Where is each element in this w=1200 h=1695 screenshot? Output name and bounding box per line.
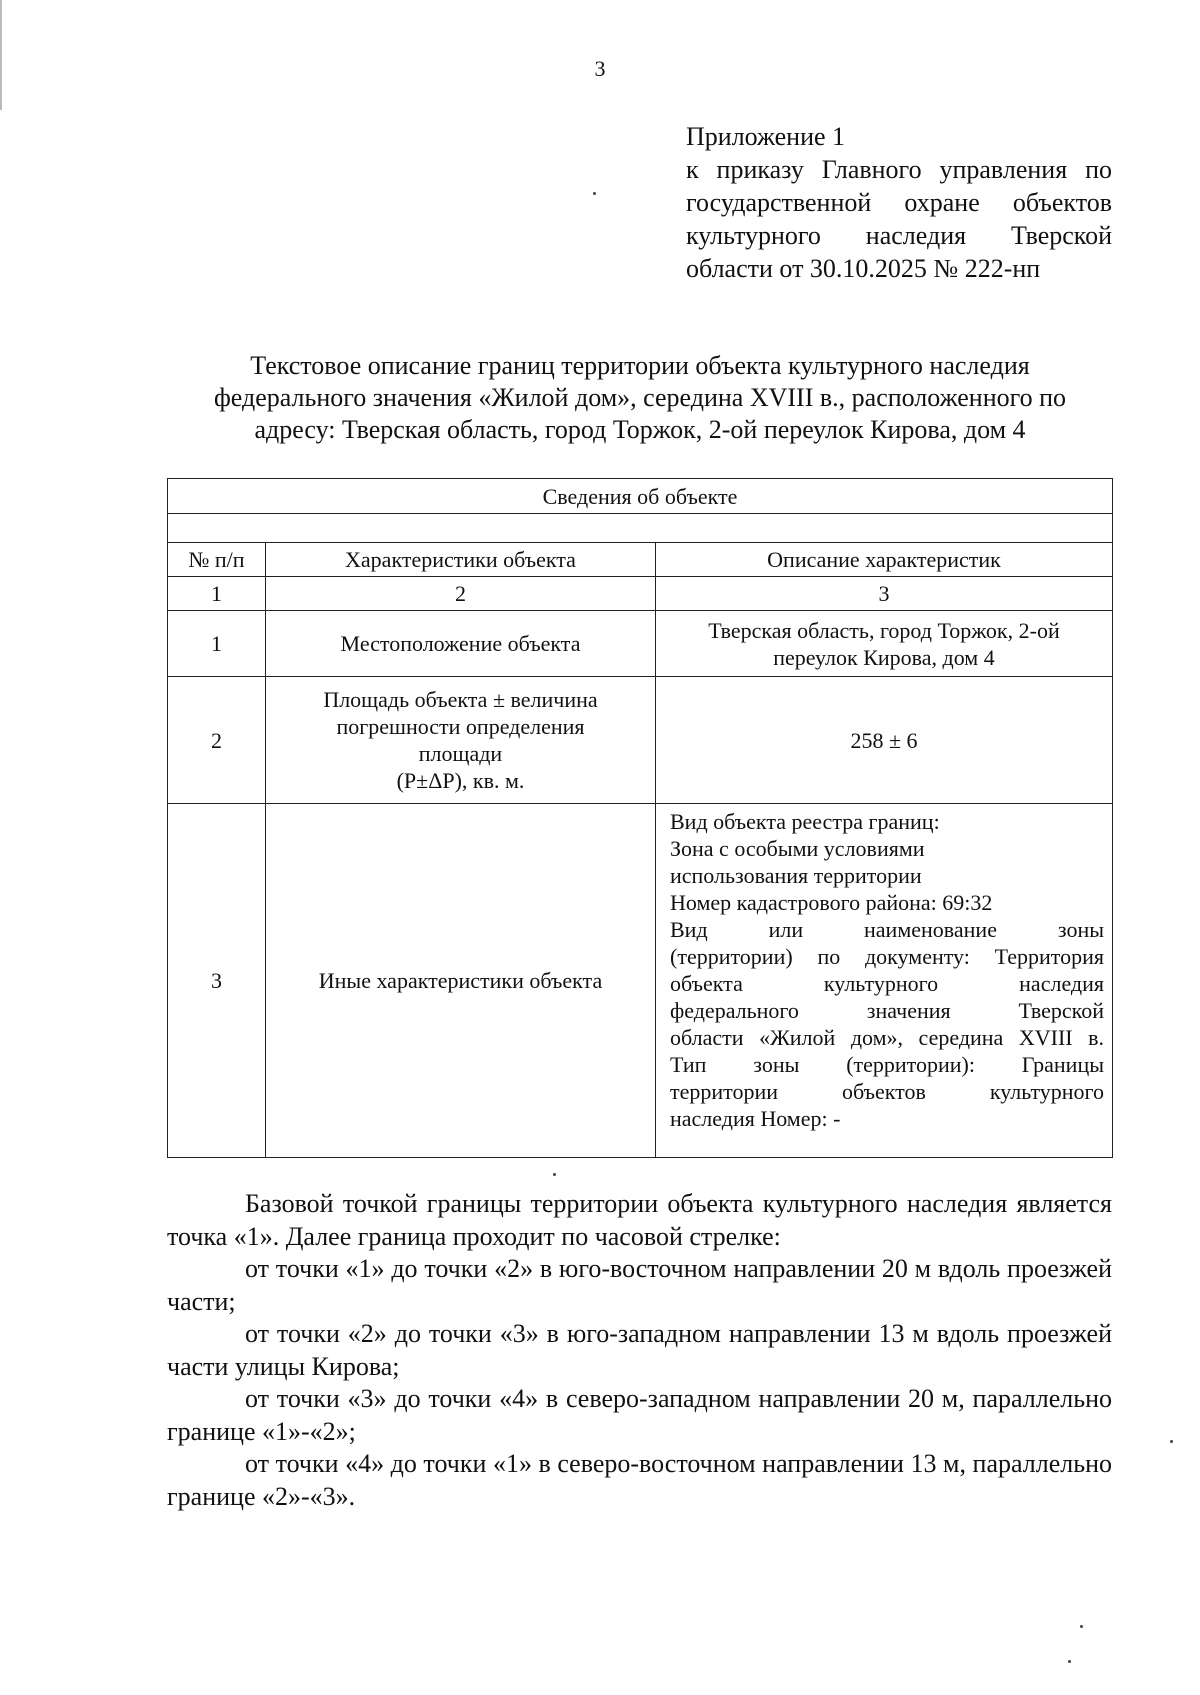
scan-speck bbox=[1068, 1660, 1071, 1663]
scan-speck bbox=[1170, 1440, 1173, 1443]
body-paragraph: от точки «3» до точки «4» в северо-западном направлении 20 м, параллельно границе «1»-«2»; bbox=[167, 1384, 1112, 1446]
description-line: переулок Кирова, дом 4 bbox=[773, 644, 995, 670]
row-number: 2 bbox=[168, 677, 266, 804]
title-line: федерального значения «Жилой дом», середина XVIII в., расположенного по bbox=[213, 383, 1067, 412]
row-number: 3 bbox=[168, 804, 266, 1158]
description-line: Тип зоны (территории): Границы bbox=[670, 1052, 1105, 1077]
header-characteristic: Характеристики объекта bbox=[266, 543, 656, 577]
header-description: Описание характеристик bbox=[656, 543, 1113, 577]
body-paragraph: от точки «2» до точки «3» в юго-западном направлении 13 м вдоль проезжей части улицы Кирова; bbox=[167, 1319, 1112, 1381]
description-line: Вид объекта реестра границ: bbox=[670, 809, 940, 834]
row-number: 1 bbox=[168, 611, 266, 677]
column-number: 3 bbox=[656, 577, 1113, 611]
table-row bbox=[168, 804, 1113, 1158]
table-blank-row bbox=[168, 514, 1113, 543]
row-characteristic: Иные характеристики объекта bbox=[266, 804, 656, 1158]
characteristic-line: Площадь объекта ± величина bbox=[323, 687, 598, 712]
appendix-line: государственной охране объектов bbox=[686, 188, 1112, 217]
characteristic-line: (Р±ΔР), кв. м. bbox=[396, 768, 525, 793]
description-line: Вид или наименование зоны bbox=[670, 917, 1105, 942]
description-line: объекта культурного наследия bbox=[670, 971, 1105, 996]
title-line: адресу: Тверская область, город Торжок, 2-ой переулок Кирова, дом 4 bbox=[254, 415, 1026, 444]
row-description: 258 ± 6 bbox=[656, 677, 1113, 804]
scan-edge-artifact bbox=[0, 0, 2, 110]
row-characteristic: Местоположение объекта bbox=[266, 611, 656, 677]
body-paragraph: от точки «1» до точки «2» в юго-восточном направлении 20 м вдоль проезжей части; bbox=[167, 1254, 1112, 1316]
description-line: наследия Номер: - bbox=[670, 1106, 841, 1131]
table-row bbox=[168, 677, 1113, 804]
appendix-header bbox=[686, 120, 1112, 285]
description-line: территории объектов культурного bbox=[670, 1079, 1105, 1104]
table-caption: Сведения об объекте bbox=[168, 479, 1113, 514]
scan-speck bbox=[1080, 1625, 1083, 1628]
document-title bbox=[160, 350, 1120, 446]
description-line: Тверская область, город Торжок, 2-ой bbox=[708, 617, 1060, 643]
description-line: Зона с особыми условиями bbox=[670, 836, 925, 861]
row-description bbox=[656, 804, 1113, 1158]
column-number: 2 bbox=[266, 577, 656, 611]
body-paragraph: Базовой точкой границы территории объекта культурного наследия является точка «1». Далее граница проходит по часовой стрелке: bbox=[167, 1189, 1112, 1251]
description-line: федерального значения Тверской bbox=[670, 998, 1105, 1023]
header-number: № п/п bbox=[168, 543, 266, 577]
description-line: Номер кадастрового района: 69:32 bbox=[670, 890, 993, 915]
characteristic-line: площади bbox=[418, 741, 503, 766]
table-row bbox=[168, 611, 1113, 677]
scan-speck bbox=[553, 1173, 556, 1176]
body-paragraph: от точки «4» до точки «1» в северо-восточном направлении 13 м, параллельно границе «2»-«3». bbox=[167, 1449, 1112, 1511]
description-line: использования территории bbox=[670, 863, 922, 888]
row-characteristic bbox=[266, 677, 656, 804]
page-number: 3 bbox=[594, 56, 606, 81]
characteristic-line: погрешности определения bbox=[336, 714, 585, 739]
appendix-line: культурного наследия Тверской bbox=[686, 221, 1112, 250]
boundary-description bbox=[167, 1188, 1112, 1513]
title-line: Текстовое описание границ территории объекта культурного наследия bbox=[250, 351, 1030, 380]
column-number: 1 bbox=[168, 577, 266, 611]
appendix-line: Приложение 1 bbox=[686, 122, 846, 151]
appendix-line: к приказу Главного управления по bbox=[686, 155, 1112, 184]
scan-speck bbox=[593, 192, 596, 195]
appendix-line: области от 30.10.2025 № 222-нп bbox=[686, 254, 1041, 283]
object-info-table bbox=[167, 478, 1113, 1158]
description-line: (территории) по документу: Территория bbox=[670, 944, 1105, 969]
description-line: области «Жилой дом», середина XVIII в. bbox=[670, 1025, 1105, 1050]
row-description bbox=[656, 611, 1113, 677]
